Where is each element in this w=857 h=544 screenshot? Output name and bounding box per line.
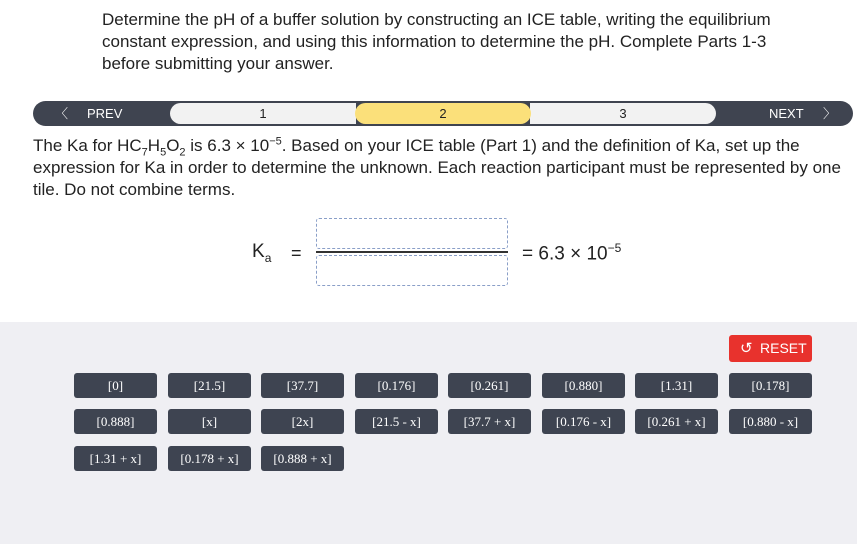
- chevron-left-icon: 〈: [55, 106, 69, 121]
- tile[interactable]: [0]: [74, 373, 157, 398]
- tile[interactable]: [21.5]: [168, 373, 251, 398]
- ka-symbol: $K_a$: [252, 241, 272, 265]
- tile[interactable]: [0.261]: [448, 373, 531, 398]
- question-text: The Ka for $HC_7H_5O_2$ is $6.3 \times 10^{-5}$. Based on your ICE table (Part 1) and the definition of Ka, set up the expression for Ka in order to determine the unknown. Each reaction participant must be represented by one tile. Do not combine terms.: [33, 135, 841, 199]
- tile[interactable]: [0.178 + x]: [168, 446, 251, 471]
- chevron-right-icon: 〉: [823, 106, 837, 121]
- next-button[interactable]: [717, 101, 853, 126]
- reset-label: RESET: [760, 340, 807, 356]
- numerator-drop-zone[interactable]: [316, 218, 508, 249]
- tile[interactable]: [0.176 - x]: [542, 409, 625, 434]
- fraction-bar: [316, 251, 508, 253]
- tile[interactable]: [1.31]: [635, 373, 718, 398]
- tile[interactable]: [0.880 - x]: [729, 409, 812, 434]
- step-1-tab[interactable]: 1: [170, 103, 356, 124]
- reset-button[interactable]: [729, 335, 812, 362]
- tile[interactable]: [x]: [168, 409, 251, 434]
- tile[interactable]: [0.888]: [74, 409, 157, 434]
- tile[interactable]: [1.31 + x]: [74, 446, 157, 471]
- equals-sign: =: [291, 243, 302, 263]
- tile[interactable]: [21.5 - x]: [355, 409, 438, 434]
- tile[interactable]: [2x]: [261, 409, 344, 434]
- tile[interactable]: [0.888 + x]: [261, 446, 344, 471]
- denominator-drop-zone[interactable]: [316, 255, 508, 286]
- next-label: NEXT: [769, 106, 804, 121]
- instructions-text: Determine the pH of a buffer solution by constructing an ICE table, writing the equilibrium constant expression, and using this information to determine the pH. Complete Parts 1-3 before submitting your answer.: [102, 10, 771, 73]
- undo-icon: ↺: [740, 340, 753, 357]
- prev-button[interactable]: [33, 101, 169, 126]
- step-2-tab-active[interactable]: 2: [355, 103, 531, 124]
- tile[interactable]: [0.176]: [355, 373, 438, 398]
- tile[interactable]: [37.7 + x]: [448, 409, 531, 434]
- tile[interactable]: [0.880]: [542, 373, 625, 398]
- tile[interactable]: [37.7]: [261, 373, 344, 398]
- tile[interactable]: [0.261 + x]: [635, 409, 718, 434]
- ka-value: = $6.3 \times 10^{-5}$: [522, 241, 622, 265]
- tile[interactable]: [0.178]: [729, 373, 812, 398]
- prev-label: PREV: [87, 106, 123, 121]
- part-stepper: [33, 101, 853, 126]
- step-3-tab[interactable]: 3: [530, 103, 716, 124]
